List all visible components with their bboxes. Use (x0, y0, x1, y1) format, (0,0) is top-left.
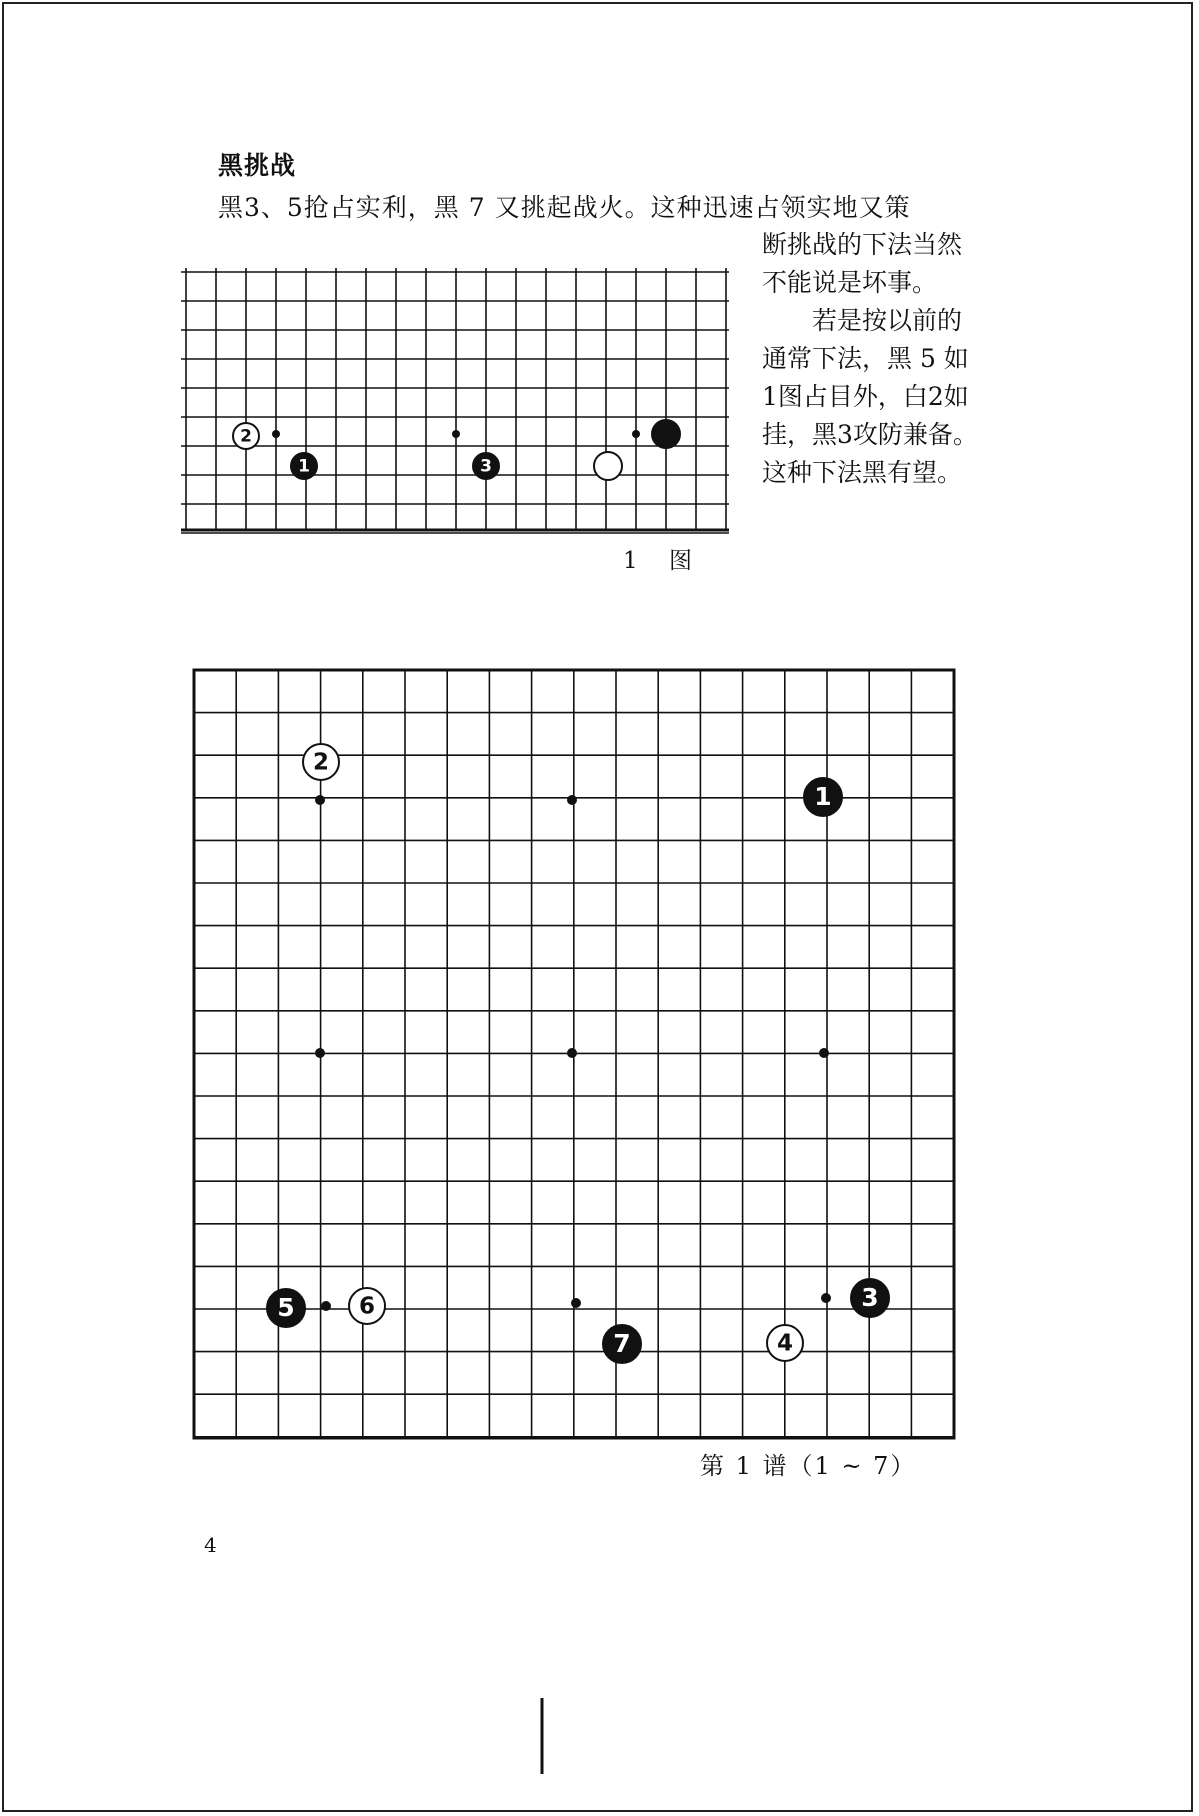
star-point (321, 1301, 331, 1311)
stone-label: 1 (298, 456, 310, 477)
diagram-caption-big: 第 1 谱（1 ~ 7） (700, 1452, 917, 1480)
stone-label: 2 (312, 749, 330, 776)
stone-label: 3 (861, 1282, 879, 1312)
small-go-board (181, 268, 729, 533)
paragraph-line: 断挑战的下法当然 (762, 230, 963, 259)
star-point (315, 1048, 325, 1058)
star-point (819, 1048, 829, 1058)
star-point (452, 430, 460, 438)
stone-label: 3 (480, 456, 492, 477)
stone-label: 1 (814, 781, 832, 811)
paragraph-line: 不能说是坏事。 (762, 268, 938, 297)
page-number: 4 (204, 1533, 217, 1557)
paragraph-line: 这种下法黑有望。 (762, 458, 963, 487)
star-point (315, 795, 325, 805)
star-point (567, 1048, 577, 1058)
white-stone (594, 452, 622, 480)
black-stone (652, 420, 680, 448)
big-go-board (194, 670, 954, 1438)
paragraph-line: 1图占目外，白2如 (762, 382, 969, 411)
paragraph-line: 通常下法，黑 5 如 (762, 344, 969, 373)
stone-label: 6 (358, 1293, 376, 1320)
star-point (632, 430, 640, 438)
stone-label: 2 (240, 426, 252, 447)
diagram-caption-small: 1 图 (623, 548, 704, 574)
star-point (821, 1293, 831, 1303)
star-point (567, 795, 577, 805)
paragraph-line: 若是按以前的 (812, 306, 963, 335)
stone-label: 7 (613, 1328, 631, 1358)
star-point (272, 430, 280, 438)
star-point (571, 1298, 581, 1308)
body-text-line: 黑3、5抢占实利，黑 7 又挑起战火。这种迅速占领实地又策 (218, 193, 911, 222)
section-title: 黑挑战 (218, 151, 297, 180)
paragraph-line: 挂，黑3攻防兼备。 (762, 420, 978, 449)
stone-label: 4 (776, 1330, 794, 1357)
stone-label: 5 (277, 1292, 295, 1322)
